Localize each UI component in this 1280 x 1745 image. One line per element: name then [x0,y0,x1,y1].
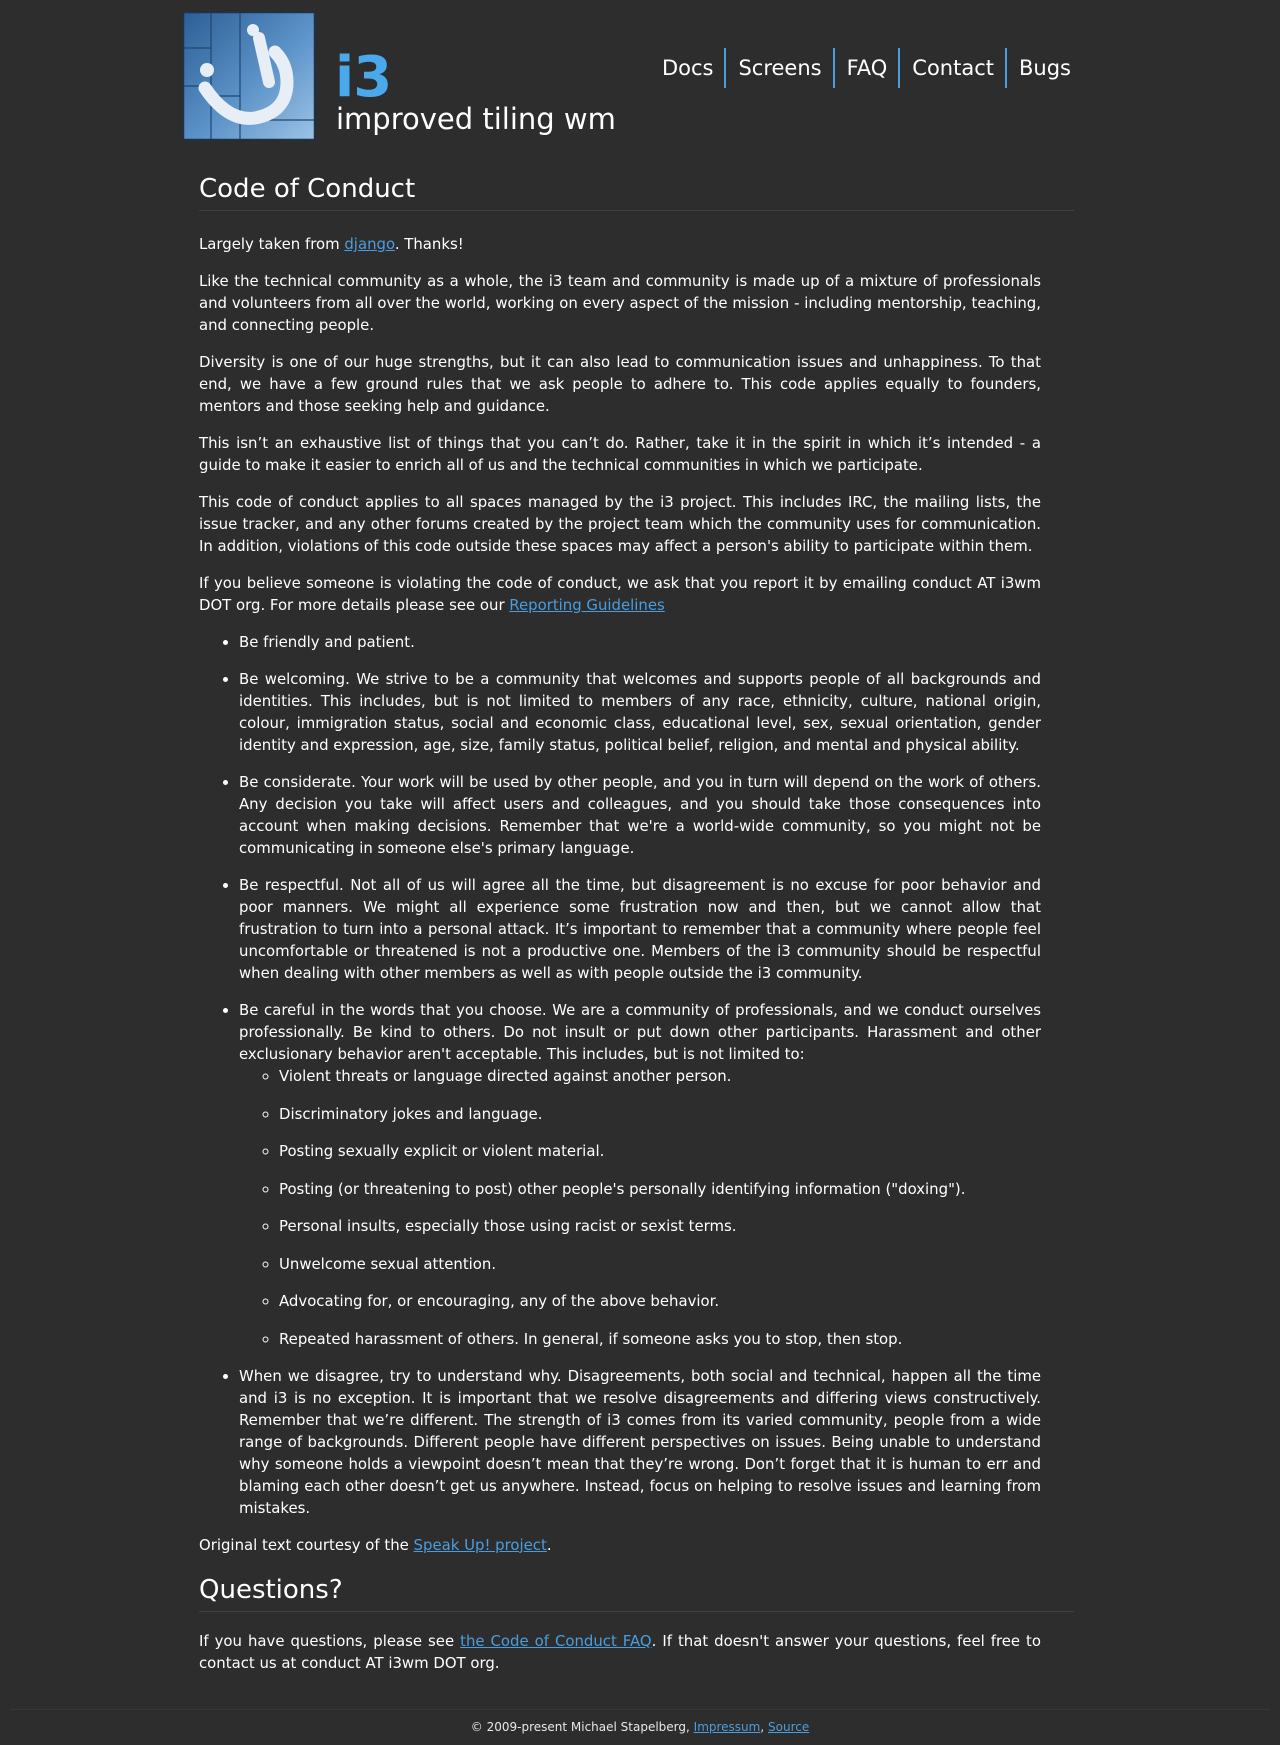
copyright-text: © 2009-present Michael Stapelberg, [470,1720,694,1734]
i3-logo-icon [183,12,315,140]
questions-suffix: . If that doesn't answer your questions, feel free to contact us at conduct AT i3wm DOT org. [199,1631,1042,1672]
credit-paragraph [199,1534,1041,1556]
nav-faq[interactable]: FAQ [846,56,888,80]
questions-heading: Questions? [199,1573,1074,1612]
sublist-item: ◦ Personal insults, especially those using racist or sexist terms. [279,1215,1041,1237]
list-item: • Be considerate. Your work will be used by other people, and you in turn will depend on the work of others. Any decision you take will affect users and colleagues, and you should take those consequences into account when making decisions. Remember that we're a world-wide community, so you might not be communicating in someone else's primary language. [239,771,1041,859]
page-title: Code of Conduct [199,172,1074,211]
site-header [183,12,1071,140]
footer-divider [10,1709,1270,1710]
questions-text: If you have questions, please see [199,1631,461,1650]
sublist-item: ◦ Posting (or threatening to post) other people's personally identifying information ("doxing"). [279,1178,1041,1200]
paragraph: This code of conduct applies to all spaces managed by the i3 project. This includes IRC, the mailing lists, the issue tracker, and any other forums created by the project team which the community uses for communication. In addition, violations of this code outside these spaces may affect a person's ability to participate within them. [199,493,1041,555]
footer-comma: , [760,1720,768,1734]
intro-text: Largely taken from [199,235,345,253]
coc-faq-link[interactable]: the Code of Conduct FAQ [460,1631,652,1650]
paragraph: Like the technical community as a whole, the i3 team and community is made up of a mixture of professionals and volunteers from all over the world, working on every aspect of the mission - including mentorship, teaching, and connecting people. [199,272,1041,334]
rules-list [199,631,1041,1519]
credit-text: Original text courtesy of the [199,1535,414,1554]
sublist-item: ◦ Unwelcome sexual attention. [279,1253,1041,1275]
sublist-item: ◦ Discriminatory jokes and language. [279,1103,1041,1125]
report-text: If you believe someone is violating the code of conduct, we ask that you report it by emailing conduct AT i3wm DOT org. For more details please see our [199,574,1041,614]
nav-screens[interactable]: Screens [738,56,822,80]
main-nav [650,48,1071,88]
logo-subtitle: improved tiling wm [336,102,616,136]
paragraph: This isn’t an exhaustive list of things that you can’t do. Rather, take it in the spirit in which it’s intended - a guide to make it easier to enrich all of us and the technical communities in which we participate. [199,434,1041,474]
source-link[interactable]: Source [768,1720,810,1734]
list-item: • Be welcoming. We strive to be a community that welcomes and supports people of all backgrounds and identities. This includes, but is not limited to members of any race, ethnicity, culture, national origin, colour, immigration status, social and economic class, educational level, sex, sexual orientation, gender identity and expression, age, size, family status, political belief, religion, and mental and physical ability. [239,668,1041,756]
list-item: • When we disagree, try to understand why. Disagreements, both social and technical, happen all the time and i3 is no exception. It is important that we resolve disagreements and differing views constructively. Remember that we’re different. The strength of i3 comes from its varied community, people from a wide range of backgrounds. Different people have different perspectives on issues. Being unable to understand why someone holds a viewpoint doesn’t mean that they’re wrong. Don’t forget that it is human to err and blaming each other doesn’t get us anywhere. Instead, focus on helping to resolve issues and learning from mistakes. [239,1365,1041,1519]
nav-docs[interactable]: Docs [661,56,714,80]
sublist-item: ◦ Repeated harassment of others. In general, if someone asks you to stop, then stop. [279,1328,1041,1350]
intro-paragraph [199,233,1041,255]
nav-contact[interactable]: Contact [912,56,994,80]
credit-suffix: . [546,1535,552,1554]
harassment-sublist [239,1065,1041,1350]
speak-up-link[interactable]: Speak Up! project [413,1535,547,1554]
list-item [239,999,1041,1350]
list-item: • Be respectful. Not all of us will agree all the time, but disagreement is no excuse for poor behavior and poor manners. We might all experience some frustration now and then, but we cannot allow that frustration to turn into a personal attack. It’s important to remember that a community where people feel uncomfortable or threatened is not a productive one. Members of the i3 community should be respectful when dealing with other members as well as with people outside the i3 community. [239,874,1041,984]
report-paragraph [199,572,1041,616]
intro-suffix: . Thanks! [394,235,464,253]
main-content [199,172,1041,1689]
sublist-item: ◦ Violent threats or language directed against another person. [279,1065,1041,1087]
sublist-item: ◦ Advocating for, or encouraging, any of the above behavior. [279,1290,1041,1312]
django-link[interactable]: django [344,235,395,253]
logo-title: i3 [335,45,392,110]
nav-bugs[interactable]: Bugs [1019,56,1071,80]
list-item: • Be friendly and patient. [239,631,1041,653]
sublist-item: ◦ Posting sexually explicit or violent material. [279,1140,1041,1162]
reporting-guidelines-link[interactable]: Reporting Guidelines [509,596,665,614]
site-footer [0,1720,1280,1734]
list-item-text: Be careful in the words that you choose. We are a community of professionals, and we conduct ourselves professionally. Be kind to others. Do not insult or put down other participants. Harassment and other exclusionary behavior aren't acceptable. This includes, but is not limited to: [239,1001,1041,1063]
paragraph: Diversity is one of our huge strengths, but it can also lead to communication issues and unhappiness. To that end, we have a few ground rules that we ask people to adhere to. This code applies equally to founders, mentors and those seeking help and guidance. [199,353,1041,415]
questions-paragraph [199,1630,1041,1674]
impressum-link[interactable]: Impressum [693,1720,761,1734]
